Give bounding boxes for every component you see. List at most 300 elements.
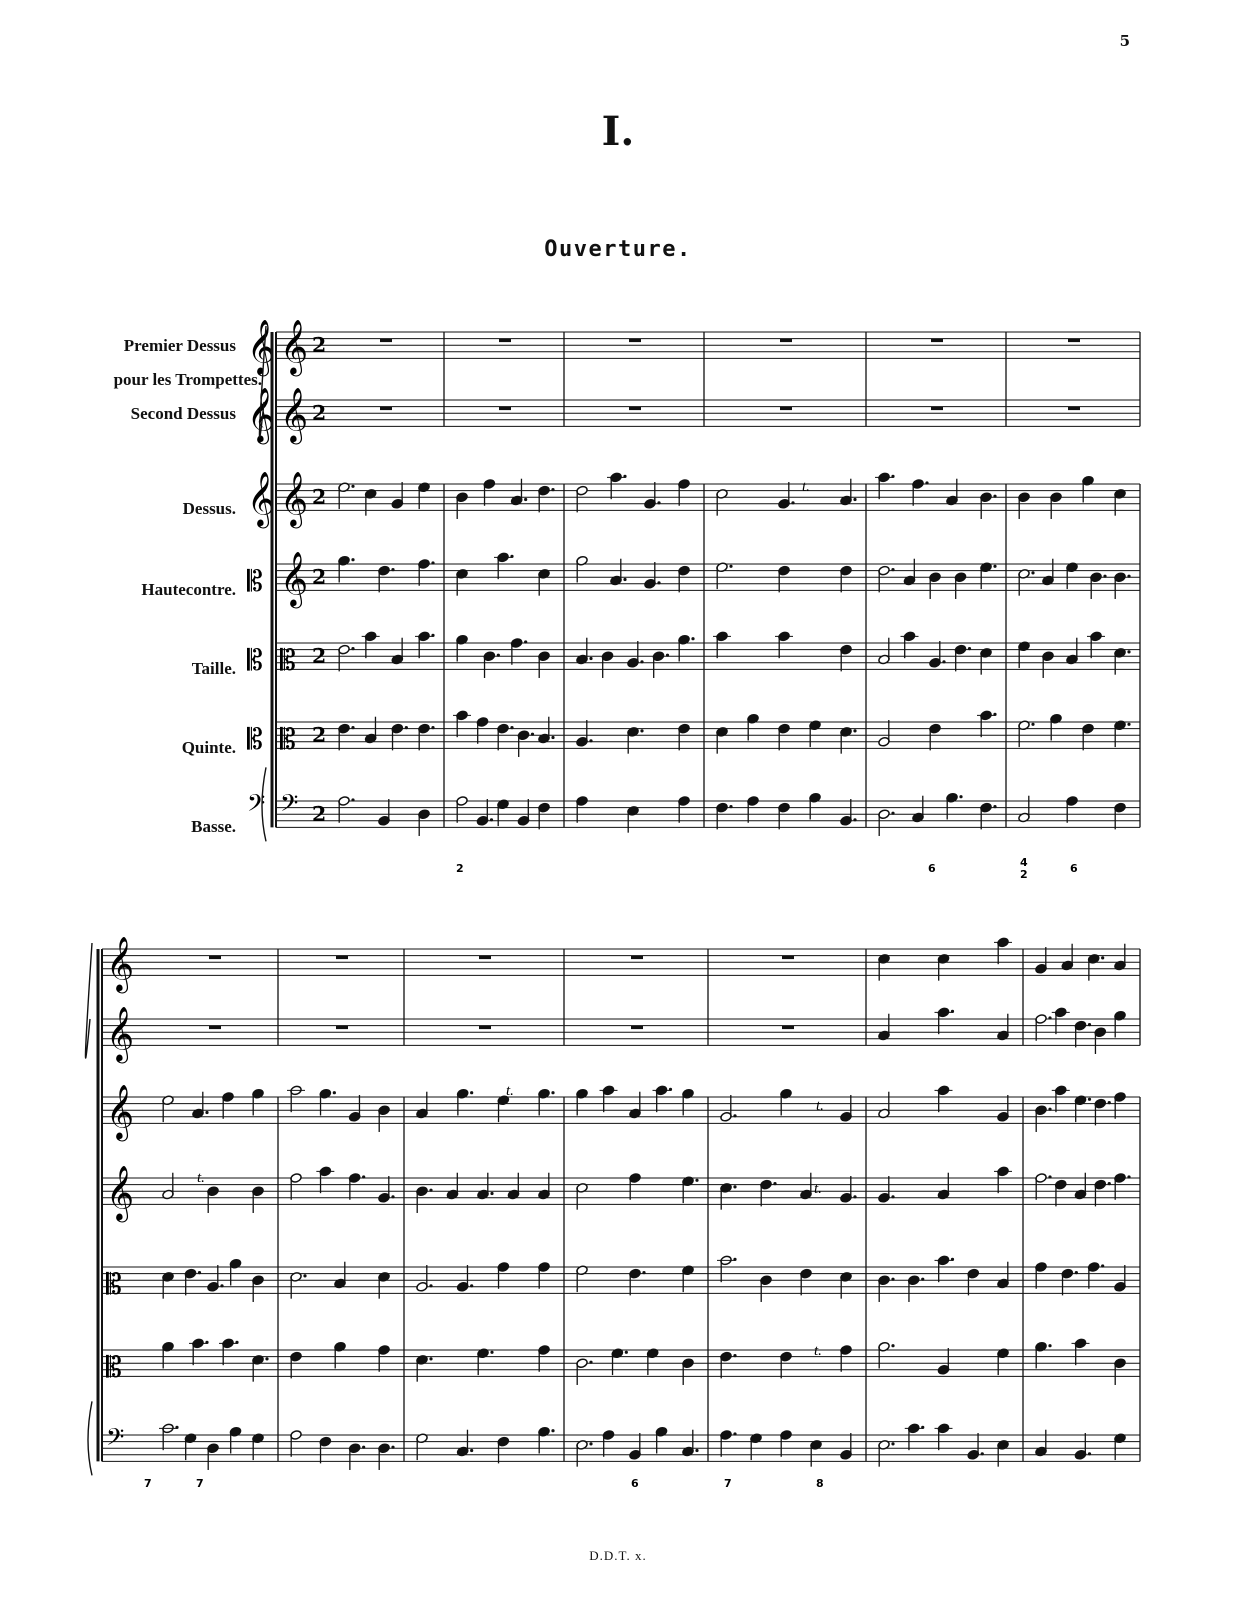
note [378,1176,390,1203]
note [319,1166,331,1193]
note [878,1092,890,1119]
note [162,1173,174,1200]
note [576,485,588,512]
note [809,720,821,747]
alto-clef-icon: 𝄡 [247,723,263,757]
note [954,572,966,599]
note [538,651,550,678]
note [1074,1338,1086,1365]
note [878,1176,890,1203]
note [1050,492,1062,519]
augmentation-dot [391,1195,394,1198]
note [538,717,550,744]
instrument-label-basse: Basse. [191,817,236,836]
note [348,1443,360,1470]
note [997,1095,1009,1122]
note [878,565,890,592]
note [1114,489,1126,516]
note [576,1265,588,1292]
note [418,631,430,658]
augmentation-dot [589,657,592,660]
note [1114,572,1126,599]
figured-bass-digit: 6 [928,862,936,875]
note [576,555,588,582]
note [497,552,509,579]
instrument-label-quinte: Quinte. [181,738,236,757]
staff-3 [102,1097,1140,1123]
note [162,1423,174,1450]
note [1114,1173,1126,1200]
treble-clef-icon: 𝄞 [247,387,276,443]
bass-clef-icon: 𝄢 [280,789,299,823]
note [980,562,992,589]
note [1042,651,1054,678]
note [778,631,790,658]
measure-rest [380,339,392,343]
note [778,565,790,592]
note [338,796,350,823]
note [840,1433,852,1460]
augmentation-dot [891,1442,894,1445]
note [780,1088,792,1115]
note [252,1433,264,1460]
staff-6 [276,722,1140,748]
figured-bass-digit: 7 [196,1477,204,1490]
note [1035,1262,1047,1289]
note [1018,492,1030,519]
note [319,1436,331,1463]
note [229,1426,241,1453]
note [576,1358,588,1385]
note [446,1173,458,1200]
note [980,492,992,519]
note [809,792,821,819]
augmentation-dot [993,805,996,808]
measure-rest [1068,407,1080,411]
note [1094,1179,1106,1206]
augmentation-dot [853,1195,856,1198]
note [627,641,639,668]
note [456,710,468,737]
note [538,1173,550,1200]
note [610,559,622,586]
note [682,1088,694,1115]
measure-rest [209,1026,221,1030]
note [456,1430,468,1457]
augmentation-dot [640,660,643,663]
note [416,1092,428,1119]
augmentation-dot [551,1429,554,1432]
note [1066,796,1078,823]
augmentation-dot [959,795,962,798]
note [418,482,430,509]
note [682,1430,694,1457]
note [655,1426,667,1453]
augmentation-dot [391,568,394,571]
augmentation-dot [1108,1182,1111,1185]
note [747,713,759,740]
note [629,1092,641,1119]
instrument-label-hautecontre: Hautecontre. [141,580,236,599]
note [602,1430,614,1457]
note [348,1173,360,1200]
augmentation-dot [729,565,732,568]
note [1066,638,1078,665]
note [840,1272,852,1299]
time-signature: 2 [312,332,327,357]
note [252,1088,264,1115]
note [997,1440,1009,1467]
measure-rest [479,956,491,960]
note [878,1341,890,1368]
note [997,937,1009,964]
note [576,638,588,665]
figured-bass-digit: 8 [816,1477,824,1490]
note [162,1095,174,1122]
note [538,1088,550,1115]
note [937,1173,949,1200]
augmentation-dot [470,1284,473,1287]
augmentation-dot [691,637,694,640]
treble-clef-icon: 𝄞 [106,1165,135,1221]
note [192,1338,204,1365]
note [629,1173,641,1200]
note [997,1014,1009,1041]
trill-ornament: t. [197,1170,205,1186]
note [576,1440,588,1467]
note [391,638,403,665]
measure-rest [780,339,792,343]
measure-rest [931,407,943,411]
note [338,644,350,671]
note [338,482,350,509]
note [652,651,664,678]
augmentation-dot [1108,1101,1111,1104]
note [678,479,690,506]
alto-clef-icon: 𝄡 [280,723,296,757]
treble-clef-icon: 𝄞 [106,1006,135,1062]
note [334,1262,346,1289]
figured-bass-digit: 6 [631,1477,639,1490]
augmentation-dot [303,1274,306,1277]
note [576,720,588,747]
note [517,730,529,757]
augmentation-dot [431,561,434,564]
note [878,809,890,836]
note [418,809,430,836]
augmentation-dot [1101,1264,1104,1267]
note [290,1272,302,1299]
note [610,472,622,499]
augmentation-dot [362,1175,365,1178]
note [1082,475,1094,502]
time-signature: 2 [312,722,327,747]
note [1074,1020,1086,1047]
note [980,648,992,675]
note [908,1423,920,1450]
note [497,1095,509,1122]
note [716,562,728,589]
note [800,1268,812,1295]
note [378,1272,390,1299]
note [229,1258,241,1285]
note [878,638,890,665]
note [1061,1268,1073,1295]
note [1074,1433,1086,1460]
note [378,1443,390,1470]
note [497,799,509,826]
augmentation-dot [1075,1271,1078,1274]
note [364,631,376,658]
time-signature: 2 [312,564,327,589]
note [1082,723,1094,750]
augmentation-dot [891,568,894,571]
note [576,1088,588,1115]
note [878,1275,890,1302]
note [967,1268,979,1295]
augmentation-dot [490,818,493,821]
note [483,479,495,506]
note [290,1085,302,1112]
augmentation-dot [1127,1175,1130,1178]
note [538,802,550,829]
footer-mark: D.D.T. x. [589,1548,647,1563]
note [655,1085,667,1112]
note [1035,1105,1047,1132]
note [378,565,390,592]
note [1074,1095,1086,1122]
bass-clef-icon: 𝄢 [247,789,266,823]
figured-bass-digit: 6 [1070,862,1078,875]
augmentation-dot [921,1278,924,1281]
augmentation-dot [429,1189,432,1192]
note [364,489,376,516]
note [418,723,430,750]
note [538,485,550,512]
augmentation-dot [1048,1175,1051,1178]
measure-rest [631,1026,643,1030]
note [378,799,390,826]
note [162,1272,174,1299]
augmentation-dot [891,812,894,815]
augmentation-dot [891,1278,894,1281]
note [507,1173,519,1200]
augmentation-dot [497,654,500,657]
augmentation-dot [853,729,856,732]
note [483,651,495,678]
augmentation-dot [205,1111,208,1114]
note [678,796,690,823]
augmentation-dot [589,739,592,742]
augmentation-dot [431,726,434,729]
note [184,1433,196,1460]
staff-2 [276,400,1140,426]
measure-rest [499,339,511,343]
augmentation-dot [733,1114,736,1117]
augmentation-dot [853,818,856,821]
augmentation-dot [351,647,354,650]
staff-7 [276,801,1140,827]
note [840,1095,852,1122]
augmentation-dot [666,654,669,657]
augmentation-dot [531,733,534,736]
note [517,799,529,826]
augmentation-dot [791,501,794,504]
measure-rest [780,407,792,411]
note [678,565,690,592]
augmentation-dot [220,1284,223,1287]
note [716,727,728,754]
augmentation-dot [625,1351,628,1354]
note [954,644,966,671]
figured-bass-digit: 4 [1020,856,1028,869]
note [290,1173,302,1200]
note [750,1433,762,1460]
note [538,1262,550,1289]
note [538,1426,550,1453]
note [644,562,656,589]
note [912,796,924,823]
note [682,1358,694,1385]
note [929,572,941,599]
note [497,723,509,750]
measure-rest [209,956,221,960]
note [760,1179,772,1206]
augmentation-dot [551,488,554,491]
bracket-hook [88,1401,92,1475]
augmentation-dot [470,1449,473,1452]
augmentation-dot [1088,1098,1091,1101]
augmentation-dot [891,1195,894,1198]
note [477,1348,489,1375]
note [611,1348,623,1375]
augmentation-dot [490,1351,493,1354]
augmentation-dot [993,565,996,568]
note [908,1275,920,1302]
note [319,1088,331,1115]
note [678,634,690,661]
note [252,1186,264,1213]
augmentation-dot [733,1185,736,1188]
note [601,651,613,678]
note [510,479,522,506]
note [937,1255,949,1282]
note [720,1351,732,1378]
note [627,727,639,754]
note [222,1338,234,1365]
note [456,1088,468,1115]
note [878,954,890,981]
note [1042,559,1054,586]
page-number: 5 [1119,32,1130,50]
note [1114,944,1126,971]
staff-3 [276,484,1140,510]
trill-ornament: t. [814,1343,822,1359]
note [720,1255,732,1282]
augmentation-dot [589,1361,592,1364]
time-signature: 2 [312,643,327,668]
note [878,1440,890,1467]
note [929,723,941,750]
treble-clef-icon: 𝄞 [280,471,309,527]
brace-curve [85,943,92,1058]
note [1094,1027,1106,1054]
note [720,1430,732,1457]
note [290,1430,302,1457]
bass-clef-icon: 𝄢 [106,1423,125,1457]
note [1087,1262,1099,1289]
treble-clef-icon: 𝄞 [280,551,309,607]
augmentation-dot [524,640,527,643]
augmentation-dot [351,485,354,488]
note [1114,1433,1126,1460]
measure-rest [629,339,641,343]
augmentation-dot [853,498,856,501]
trill-ornament: t. [506,1083,514,1099]
note [1074,1173,1086,1200]
note [1066,562,1078,589]
measure-rest [336,956,348,960]
time-signature: 2 [312,484,327,509]
movement-number: I. [601,108,635,155]
augmentation-dot [1127,723,1130,726]
alto-clef-icon: 𝄡 [247,644,263,678]
note [1090,572,1102,599]
measure-rest [1068,339,1080,343]
alto-clef-icon: 𝄡 [280,644,296,678]
note [207,1186,219,1213]
alto-clef-icon: 𝄡 [247,565,263,599]
augmentation-dot [733,1432,736,1435]
note [290,1351,302,1378]
augmentation-dot [657,581,660,584]
note [778,723,790,750]
instrument-label-premier-dessus: Premier Dessus [123,336,236,355]
instrument-label-second-dessus: Second Dessus [130,404,236,423]
time-signature: 2 [312,801,327,826]
staff-1 [276,332,1140,358]
note [476,799,488,826]
staff-1 [102,949,1140,975]
augmentation-dot [429,1284,432,1287]
note [629,1433,641,1460]
note [476,717,488,744]
augmentation-dot [993,495,996,498]
note [716,631,728,658]
note [538,569,550,596]
note [716,802,728,829]
note [903,559,915,586]
note [1035,1341,1047,1368]
augmentation-dot [551,1091,554,1094]
note [840,565,852,592]
note [1087,954,1099,981]
trill-ornament: t. [816,1098,824,1114]
measure-rest [499,407,511,411]
note [418,559,430,586]
time-signature: 2 [312,400,327,425]
note [840,727,852,754]
treble-clef-icon: 𝄞 [280,319,309,375]
augmentation-dot [695,1449,698,1452]
augmentation-dot [470,1091,473,1094]
note [810,1440,822,1467]
alto-clef-icon: 𝄡 [106,1351,122,1385]
augmentation-dot [589,1442,592,1445]
augmentation-dot [1101,956,1104,959]
note [980,802,992,829]
note [364,717,376,744]
